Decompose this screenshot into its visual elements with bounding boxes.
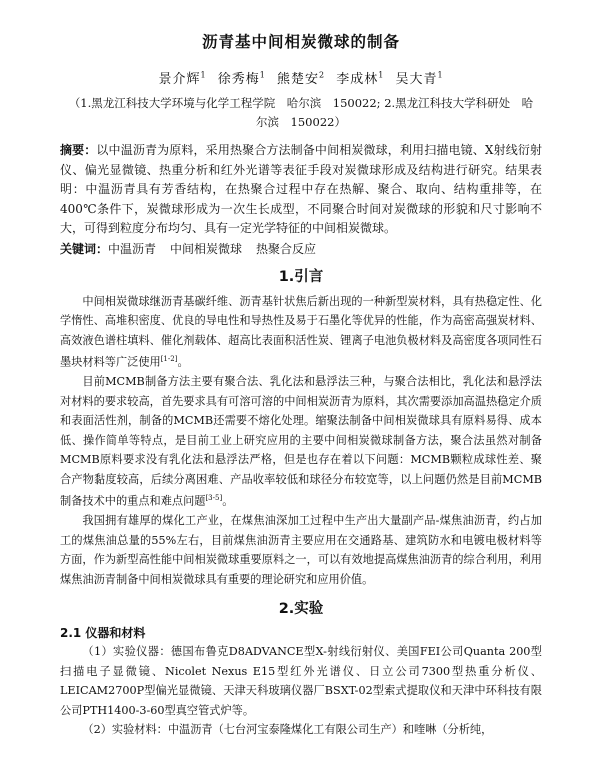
keywords-label: 关键词： bbox=[60, 241, 109, 256]
author: 景介辉$^1$ bbox=[158, 70, 207, 87]
list-item: （1）实验仪器：德国布鲁克D8ADVANCE型X-射线衍射仪、美国FEI公司Quanta 200型扫描电子显微镜、Nicolet Nexus E15型红外光谱仪、日立公司7300型热重分析仪、LEICAM2700P型偏光显微镜、天津天科玻璃仪器厂BSXT-02型索式提取仪和天津中环科技有限公司PTH1400-3-60型真空管式炉等。 bbox=[60, 645, 542, 717]
keywords bbox=[60, 240, 542, 257]
author-list bbox=[60, 68, 542, 87]
keyword: 中温沥青 bbox=[108, 241, 157, 256]
citation: [1-2] bbox=[160, 355, 178, 363]
paragraph: 中间相炭微球继沥青基碳纤维、沥青基针状焦后新出现的一种新型炭材料，具有热稳定性、化学惰性、高堆积密度、优良的导电性和导热性及易于石墨化等优异的性能，作为高密高强炭材料、高效液色谱柱填料、催化剂载体、超高比表面积活性炭、锂离子电池负极材料及高密度各项同性石墨块材料等广泛使用[1-2]。 bbox=[60, 294, 542, 369]
section-heading-experiment: 2.实验 bbox=[278, 601, 324, 618]
keyword: 热聚合反应 bbox=[256, 241, 317, 256]
keyword: 中间相炭微球 bbox=[170, 241, 243, 256]
paper-title: 沥青基中间相炭微球的制备 bbox=[201, 32, 400, 51]
author: 李成林$^1$ bbox=[336, 70, 385, 87]
subsection-heading: 2.1 仪器和材料 bbox=[60, 626, 146, 641]
author: 徐秀梅$^1$ bbox=[217, 70, 266, 87]
list-item: （2）实验材料：中温沥青（七台河宝泰隆煤化工有限公司生产）和喹啉（分析纯， bbox=[82, 723, 493, 737]
affiliation: （1.黑龙江科技大学环境与化学工程学院 哈尔滨 150022; 2.黑龙江科技大学科研处 哈尔滨 150022） bbox=[68, 96, 534, 129]
section-heading-introduction: 1.引言 bbox=[278, 268, 324, 285]
author: 熊楚安$^2$ bbox=[276, 70, 326, 87]
author: 吴大青$^1$ bbox=[395, 70, 444, 87]
paragraph: 目前MCMB制备方法主要有聚合法、乳化法和悬浮法三种，与聚合法相比，乳化法和悬浮法对材料的要求较高，首先要求具有可溶可溶的中间相炭沥青为原料，其次需要添加高温热稳定介质和表面活性剂，制备的MCMB还需要不熔化处理。缩聚法制备中间相炭微球具有原料易得、成本低、操作简单等特点，是目前工业上研究应用的主要中间相炭微球制备方法，聚合法虽然对制备MCMB原料要求没有乳化法和悬浮法严格，但是也存在着以下问题：MCMB颗粒成球性差、聚合产物黏度较高，后续分离困难、产品收率较低和球径分布较宽等，以上问题仍然是目前MCMB制备技术中的重点和难点问题[3-5]。 bbox=[60, 375, 542, 508]
citation: [3-5] bbox=[205, 494, 223, 503]
abstract bbox=[60, 141, 542, 239]
abstract-text: 以中温沥青为原料，采用热聚合方法制备中间相炭微球，利用扫描电镜、X射线衍射仪、偏光显微镜、热重分析和红外光谱等表征手段对炭微球形成及结构进行研究。结果表明：中温沥青具有芳香结构，在热聚合过程中存在热解、聚合、取向、结构重排等，在400℃条件下，炭微球形成为一次生长成型，不同聚合时间对炭微球的形貌和尺寸影响不大，可得到粒度分布均匀、具有一定光学特征的中间相炭微球。 bbox=[60, 143, 542, 235]
abstract-label: 摘要： bbox=[60, 143, 97, 157]
paragraph: 我国拥有雄厚的煤化工产业，在煤焦油深加工过程中生产出大量副产品-煤焦油沥青，约占加工的煤焦油总量的55%左右，目前煤焦油沥青主要应用在交通路基、建筑防水和电镀电极材料等方面，作为新型高性能中间相炭微球重要原料之一，可以有效地提高煤焦油沥青的综合利用，利用煤焦油沥青制备中间相炭微球具有重要的理论研究和应用价值。 bbox=[60, 514, 542, 586]
